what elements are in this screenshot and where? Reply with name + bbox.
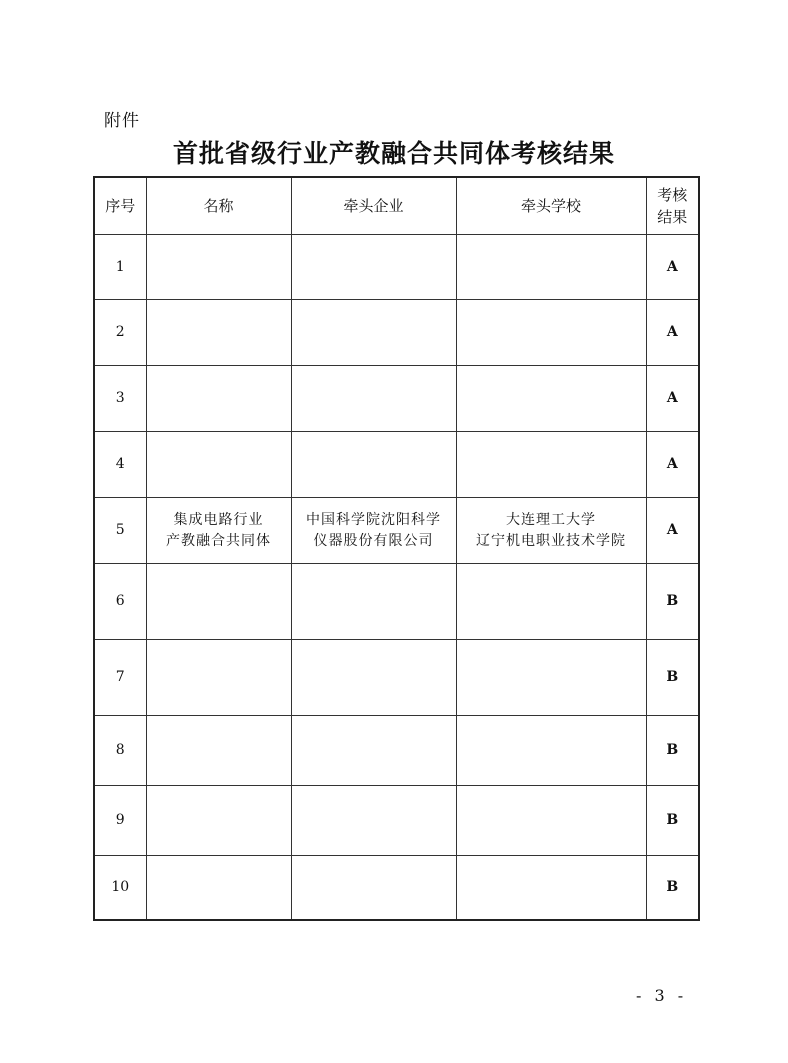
row-school xyxy=(456,856,646,920)
row-enterprise xyxy=(291,300,456,366)
row-name xyxy=(146,432,291,498)
table-header-row xyxy=(94,177,699,235)
table-row xyxy=(94,640,699,716)
row-name xyxy=(146,640,291,716)
row-name xyxy=(146,366,291,432)
table-row xyxy=(94,432,699,498)
row-enterprise xyxy=(291,498,456,564)
row-enterprise xyxy=(291,786,456,856)
row-enterprise-line2: 仪器股份有限公司 xyxy=(313,532,434,549)
row-no: 8 xyxy=(94,716,146,786)
row-no: 9 xyxy=(94,786,146,856)
row-school xyxy=(456,564,646,640)
assessment-results-table xyxy=(93,176,700,921)
row-result: A xyxy=(646,366,699,432)
table-row xyxy=(94,564,699,640)
row-name xyxy=(146,786,291,856)
row-enterprise-line1: 中国科学院沈阳科学 xyxy=(306,511,441,528)
row-result: B xyxy=(646,564,699,640)
table-row xyxy=(94,498,699,564)
table-row xyxy=(94,716,699,786)
row-no: 3 xyxy=(94,366,146,432)
row-result: A xyxy=(646,432,699,498)
row-school xyxy=(456,300,646,366)
row-no: 1 xyxy=(94,235,146,300)
row-name xyxy=(146,856,291,920)
row-no: 5 xyxy=(94,498,146,564)
header-no: 序号 xyxy=(94,177,146,235)
table-row xyxy=(94,300,699,366)
row-name xyxy=(146,716,291,786)
row-result: A xyxy=(646,235,699,300)
header-result-line1: 考核 xyxy=(657,186,688,204)
row-school xyxy=(456,498,646,564)
table-row xyxy=(94,366,699,432)
row-no: 4 xyxy=(94,432,146,498)
row-result: B xyxy=(646,856,699,920)
row-enterprise xyxy=(291,432,456,498)
row-school xyxy=(456,235,646,300)
row-result: B xyxy=(646,786,699,856)
row-enterprise xyxy=(291,235,456,300)
row-enterprise xyxy=(291,366,456,432)
row-enterprise xyxy=(291,716,456,786)
row-school xyxy=(456,786,646,856)
document-title: 首批省级行业产教融合共同体考核结果 xyxy=(172,139,615,168)
row-name-line2: 产教融合共同体 xyxy=(166,532,271,549)
header-enterprise: 牵头企业 xyxy=(291,177,456,235)
row-result: A xyxy=(646,300,699,366)
row-result: B xyxy=(646,716,699,786)
header-name: 名称 xyxy=(146,177,291,235)
row-name xyxy=(146,498,291,564)
page-number: - 3 - xyxy=(636,986,688,1005)
row-enterprise xyxy=(291,856,456,920)
row-school-line2: 辽宁机电职业技术学院 xyxy=(476,532,626,549)
row-name-line1: 集成电路行业 xyxy=(173,511,264,528)
row-no: 6 xyxy=(94,564,146,640)
header-school: 牵头学校 xyxy=(456,177,646,235)
table-row xyxy=(94,856,699,920)
row-enterprise xyxy=(291,564,456,640)
row-school xyxy=(456,366,646,432)
table-row xyxy=(94,235,699,300)
row-name xyxy=(146,564,291,640)
row-no: 7 xyxy=(94,640,146,716)
row-school xyxy=(456,432,646,498)
table-row xyxy=(94,786,699,856)
row-school xyxy=(456,716,646,786)
row-name xyxy=(146,235,291,300)
header-result-line2: 结果 xyxy=(657,208,688,226)
row-school-line1: 大连理工大学 xyxy=(506,511,596,528)
header-result xyxy=(646,177,699,235)
row-name xyxy=(146,300,291,366)
row-result: B xyxy=(646,640,699,716)
row-result: A xyxy=(646,498,699,564)
row-school xyxy=(456,640,646,716)
row-enterprise xyxy=(291,640,456,716)
row-no: 2 xyxy=(94,300,146,366)
attachment-label: 附件 xyxy=(104,111,140,131)
row-no: 10 xyxy=(94,856,146,920)
